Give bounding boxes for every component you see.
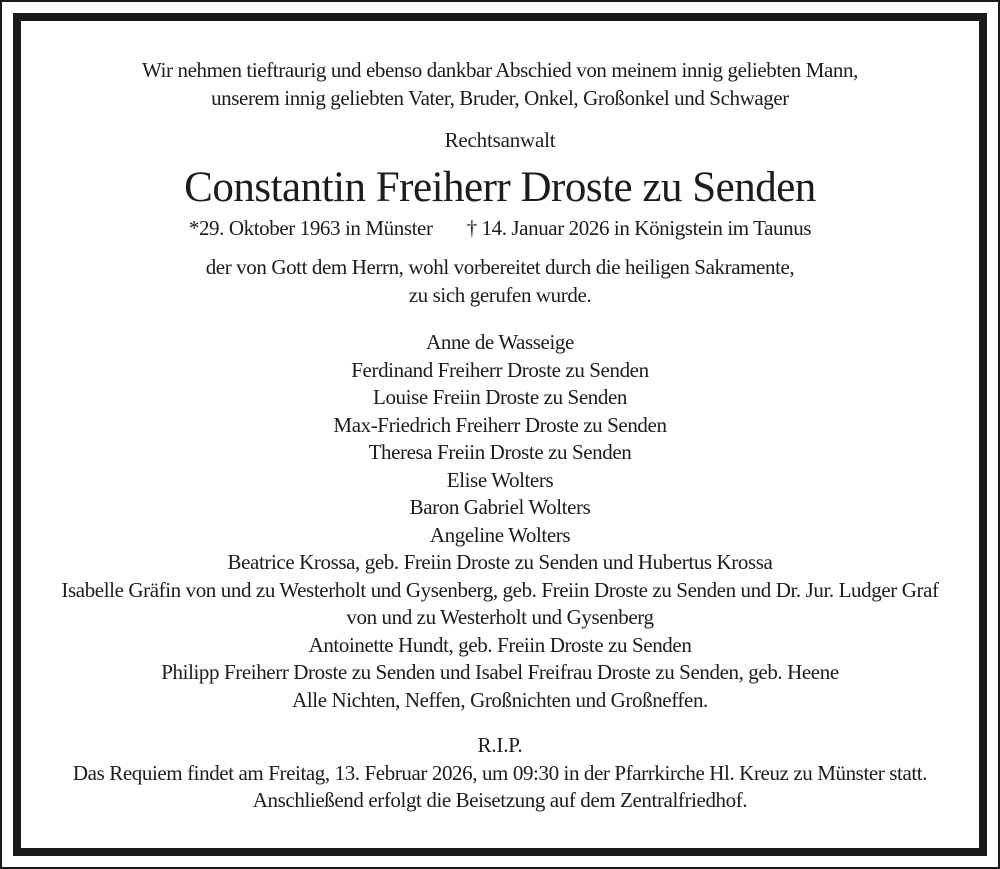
passing-text: [61, 254, 939, 309]
mourner-entry: Beatrice Krossa, geb. Freiin Droste zu Senden und Hubertus Krossa: [227, 550, 773, 574]
death-date: † 14. Januar 2026 in Königstein im Taunus: [466, 215, 812, 240]
deceased-name: Constantin Freiherr Droste zu Senden: [184, 163, 816, 211]
mourner-entry: Ferdinand Freiherr Droste zu Senden: [351, 357, 649, 382]
mourner-entry: Anne de Wasseige: [426, 330, 574, 354]
mourners-list: [61, 329, 939, 714]
birth-date: *29. Oktober 1963 in Münster: [188, 215, 433, 240]
mourner-entry: Antoinette Hundt, geb. Freiin Droste zu Senden: [308, 632, 692, 657]
obituary-frame: [13, 13, 987, 856]
profession-label: Rechtsanwalt: [444, 128, 556, 152]
mourner-entry: Theresa Freiin Droste zu Senden: [368, 440, 632, 464]
mourner-entry: Elise Wolters: [446, 467, 554, 492]
intro-line-1: Wir nehmen tieftraurig und ebenso dankbar Abschied von meinem innig geliebten Mann,: [142, 58, 858, 82]
life-dates: [61, 215, 939, 243]
mourner-entry: Baron Gabriel Wolters: [409, 495, 591, 519]
mourner-entry: Max-Friedrich Freiherr Droste zu Senden: [333, 412, 667, 437]
mourner-entry: Louise Freiin Droste zu Senden: [373, 385, 627, 409]
passing-line-2: zu sich gerufen wurde.: [408, 282, 592, 307]
funeral-details: Das Requiem findet am Freitag, 13. Februar 2026, um 09:30 in der Pfarrkirche Hl. Kreuz zu Münster statt. Anschließend erfolgt die Beisetzung auf dem Zentralfriedhof.: [72, 760, 928, 812]
intro-text: [61, 57, 939, 112]
intro-line-2: unserem innig geliebten Vater, Bruder, Onkel, Großonkel und Schwager: [211, 85, 789, 110]
mourner-entry: Isabelle Gräfin von und zu Westerholt und Gysenberg, geb. Freiin Droste zu Senden und Dr. Jur. Ludger Graf von und zu Westerholt und Gysenberg: [61, 577, 939, 629]
mourner-entry: Angeline Wolters: [429, 522, 571, 547]
passing-line-1: der von Gott dem Herrn, wohl vorbereitet durch die heiligen Sakramente,: [205, 255, 795, 279]
rip-text: R.I.P.: [477, 733, 523, 757]
mourner-entry: Alle Nichten, Neffen, Großnichten und Großneffen.: [292, 687, 708, 712]
mourner-entry: Philipp Freiherr Droste zu Senden und Isabel Freifrau Droste zu Senden, geb. Heene: [161, 660, 839, 684]
